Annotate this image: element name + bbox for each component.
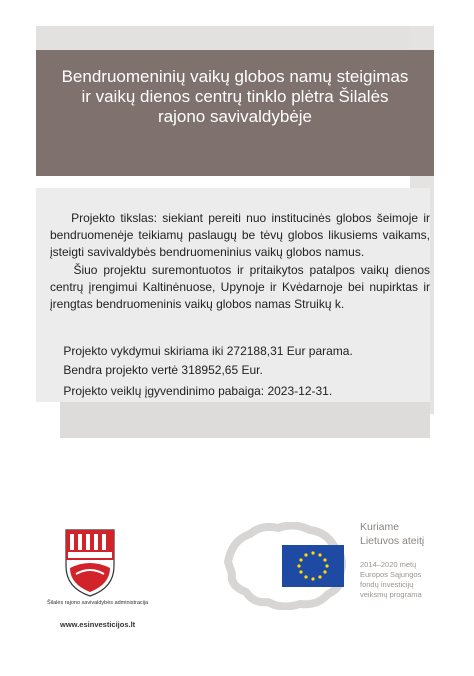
program-line-3: fondų investicijų [360, 580, 414, 589]
total-value-line: Bendra projekto vertė 318952,65 Eur. [63, 363, 263, 377]
program-line-4: veiksmų programa [360, 590, 422, 599]
slogan-line-1: Kuriame [360, 521, 400, 533]
title-line-2: ir vaikų dienos centrų tinklo plėtra Šilalės [81, 87, 389, 106]
title-line-1: Bendruomeninių vaikų globos namų steigimas [61, 67, 409, 86]
end-date-line: Projekto veiklų įgyvendinimo pabaiga: 2023-12-31. [63, 384, 333, 398]
decorative-bottom-bar [60, 402, 430, 438]
administration-caption: Šilalės rajono savivaldybės administracija [47, 600, 149, 606]
coat-of-arms-icon [60, 526, 120, 598]
program-line-1: 2014–2020 metų [360, 560, 417, 569]
project-result-paragraph: Šiuo projektu suremontuotos ir pritaikytos patalpos vaikų dienos centrų įrengimui Kaltinėnuose, Upynoje ir Kvėdarnoje bei nupirktas ir įrengtas bendruomeninis vaikų globos namas Struikų k. [50, 263, 430, 311]
website-link[interactable]: www.esinvesticijos.lt [60, 620, 136, 629]
project-goal-paragraph: Projekto tikslas: siekiant pereiti nuo institucinės globos šeimoje ir bendruomenėje teikiamų paslaugų be tėvų globos likusiems vaikams, įsteigti savivaldybės bendruomeninius vaikų globos namus. [50, 211, 430, 259]
eu-flag-icon [282, 545, 344, 587]
title-banner [36, 50, 434, 176]
funding-line: Projekto vykdymui skiriama iki 272188,31 Eur parama. [63, 344, 353, 358]
title-line-3: rajono savivaldybėje [157, 107, 313, 126]
decorative-shadow-top [36, 26, 424, 50]
slogan-line-2: Lietuvos ateitį [360, 535, 425, 547]
program-line-2: Europos Sąjungos [360, 570, 422, 579]
